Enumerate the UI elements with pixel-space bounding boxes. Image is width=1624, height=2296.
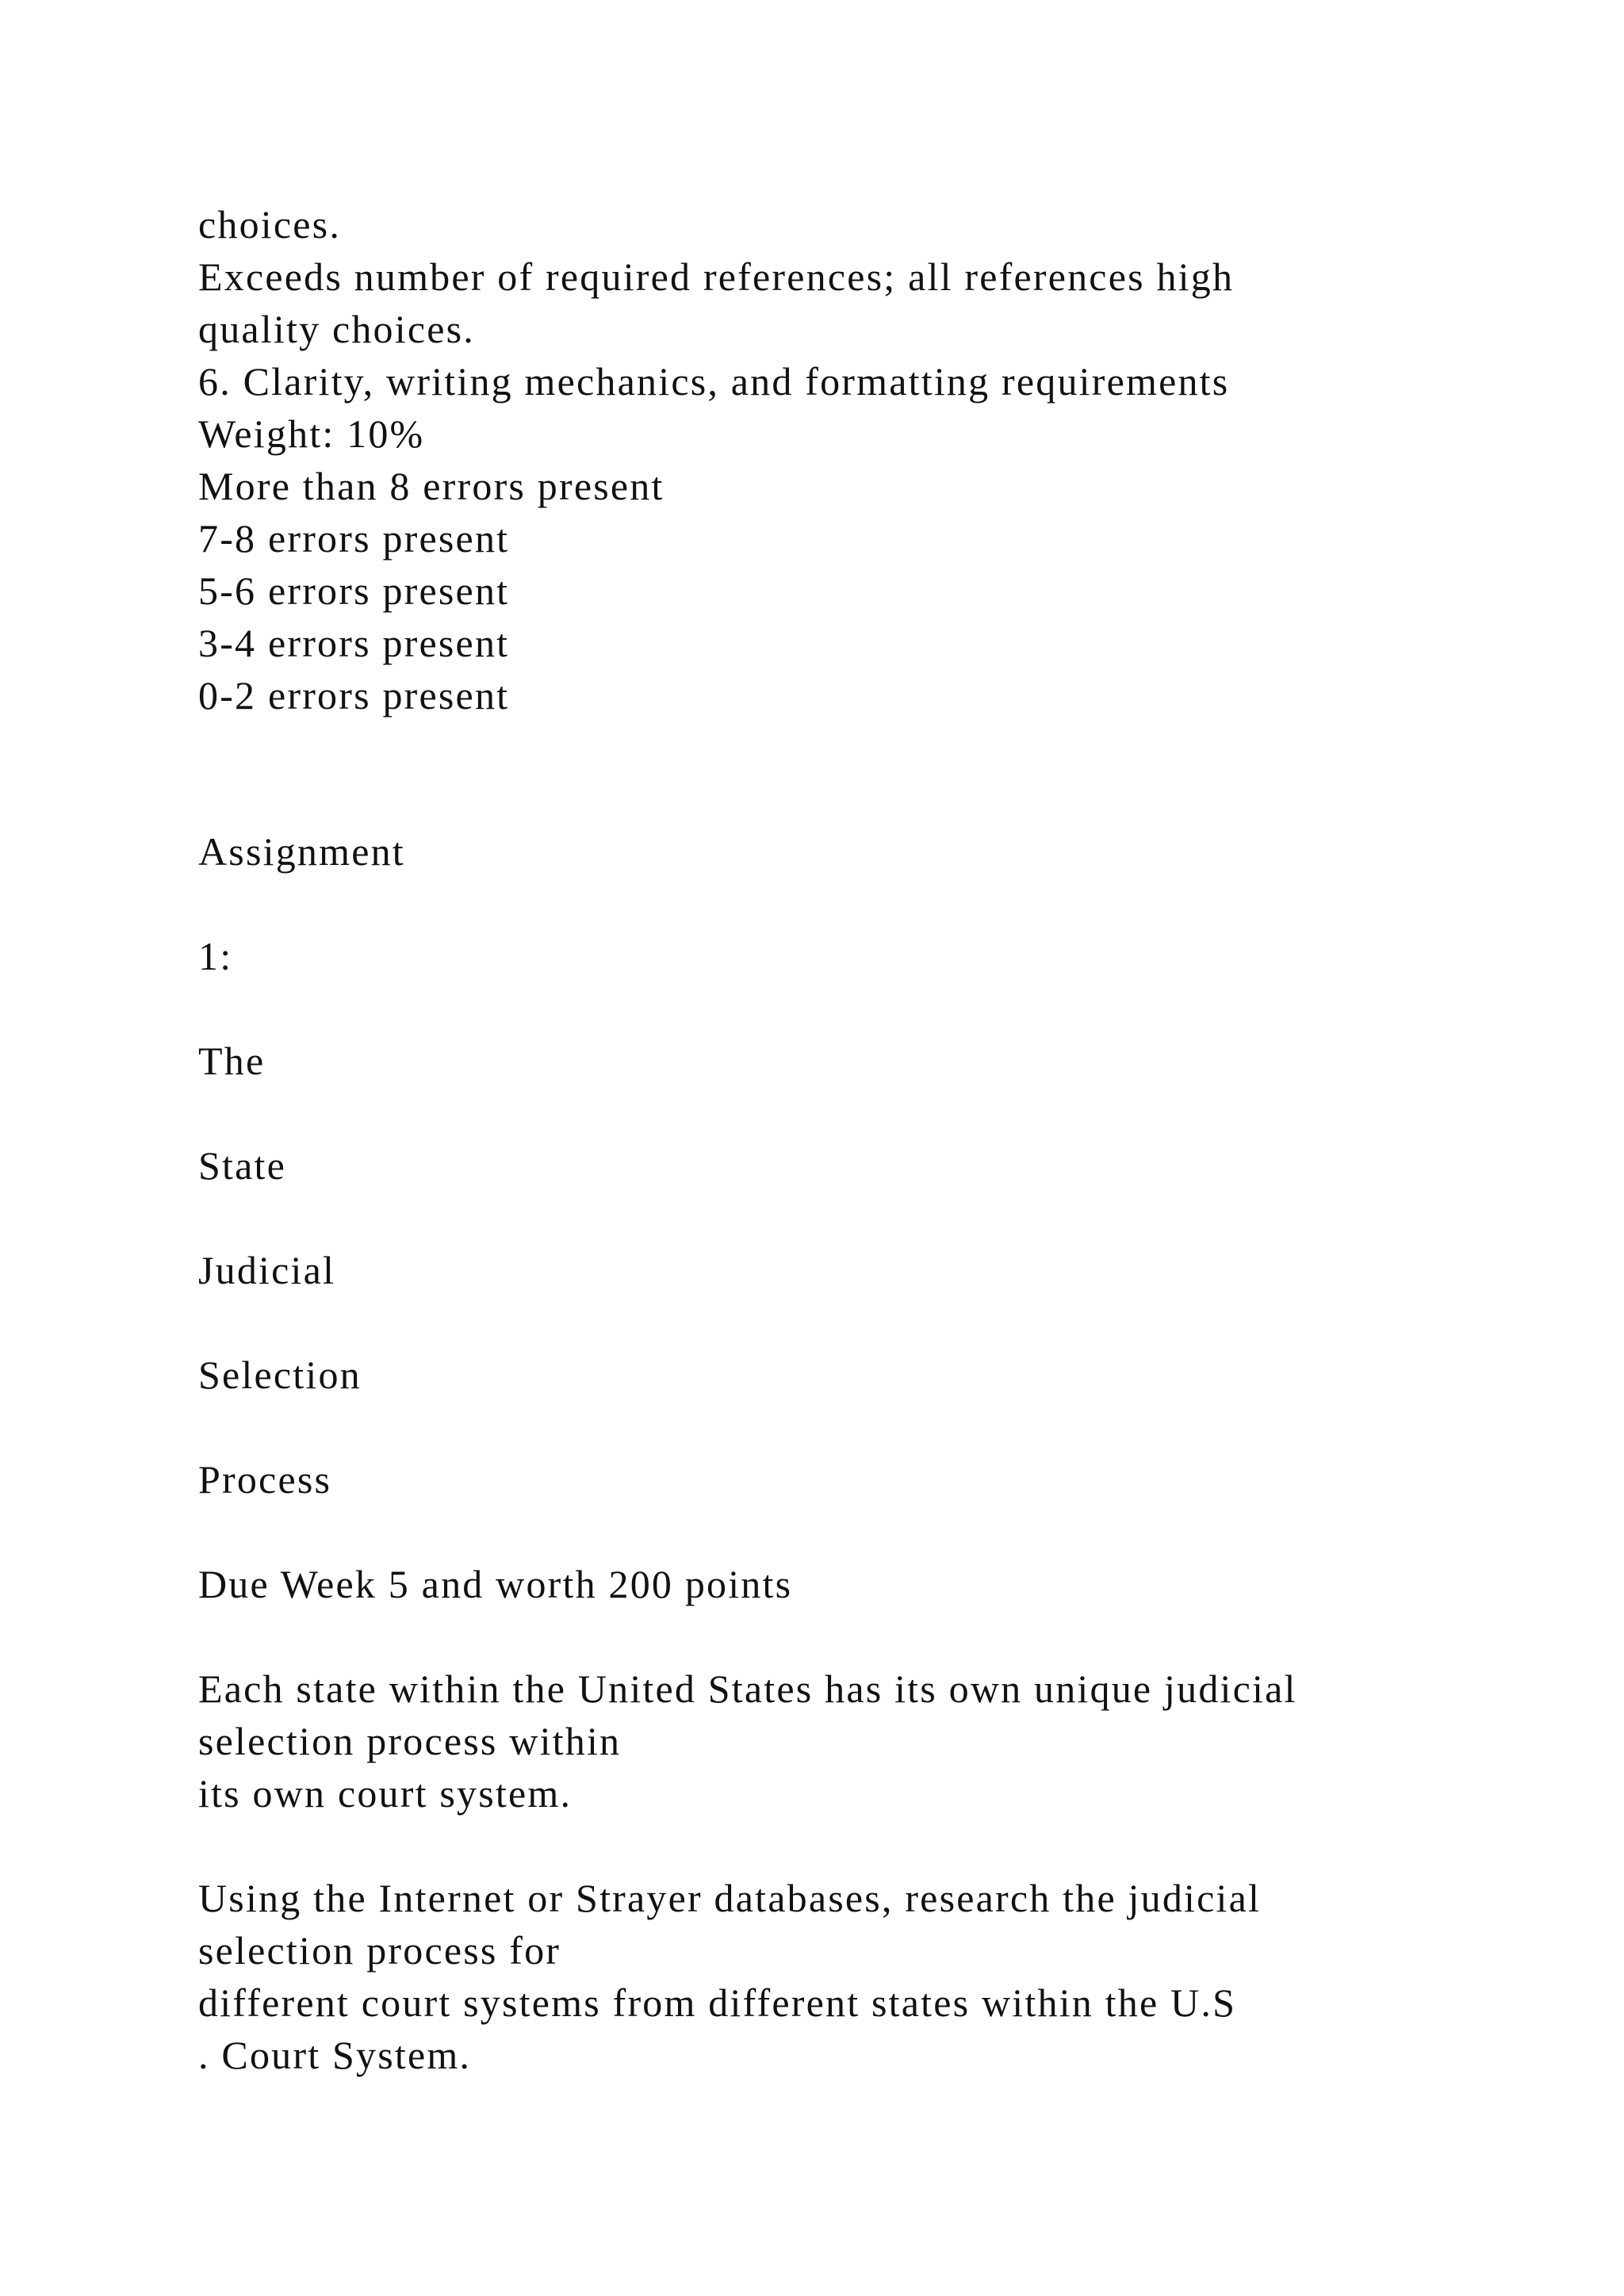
text-line: different court systems from different states within the U.S [198,1980,1237,2025]
assignment-heading-word: The [198,1039,266,1083]
text-line: choices. [198,202,342,247]
assignment-heading-word: 1: [198,934,233,978]
assignment-heading-word: State [198,1143,286,1188]
text-line: . Court System. [198,2033,472,2077]
assignment-heading-word: Process [198,1457,332,1502]
assignment-heading-word: Judicial [198,1248,336,1292]
text-line: quality choices. [198,307,475,351]
text-line: 6. Clarity, writing mechanics, and formatting requirements [198,359,1230,404]
text-line: 5-6 errors present [198,568,510,613]
text-line: Each state within the United States has its own unique judicial [198,1667,1297,1711]
text-line: 7-8 errors present [198,516,510,561]
text-line: 0-2 errors present [198,673,510,718]
text-line: Using the Internet or Strayer databases, research the judicial [198,1876,1262,1920]
text-line: Exceeds number of required references; all references high [198,254,1235,299]
text-line: selection process within [198,1719,622,1763]
assignment-heading-word: Selection [198,1353,362,1397]
text-line: Weight: 10% [198,411,425,456]
text-line: selection process for [198,1928,561,1973]
text-line: 3-4 errors present [198,621,510,665]
text-line: its own court system. [198,1771,573,1816]
text-line: More than 8 errors present [198,464,665,508]
due-date-line: Due Week 5 and worth 200 points [198,1562,793,1606]
assignment-heading-word: Assignment [198,829,405,874]
